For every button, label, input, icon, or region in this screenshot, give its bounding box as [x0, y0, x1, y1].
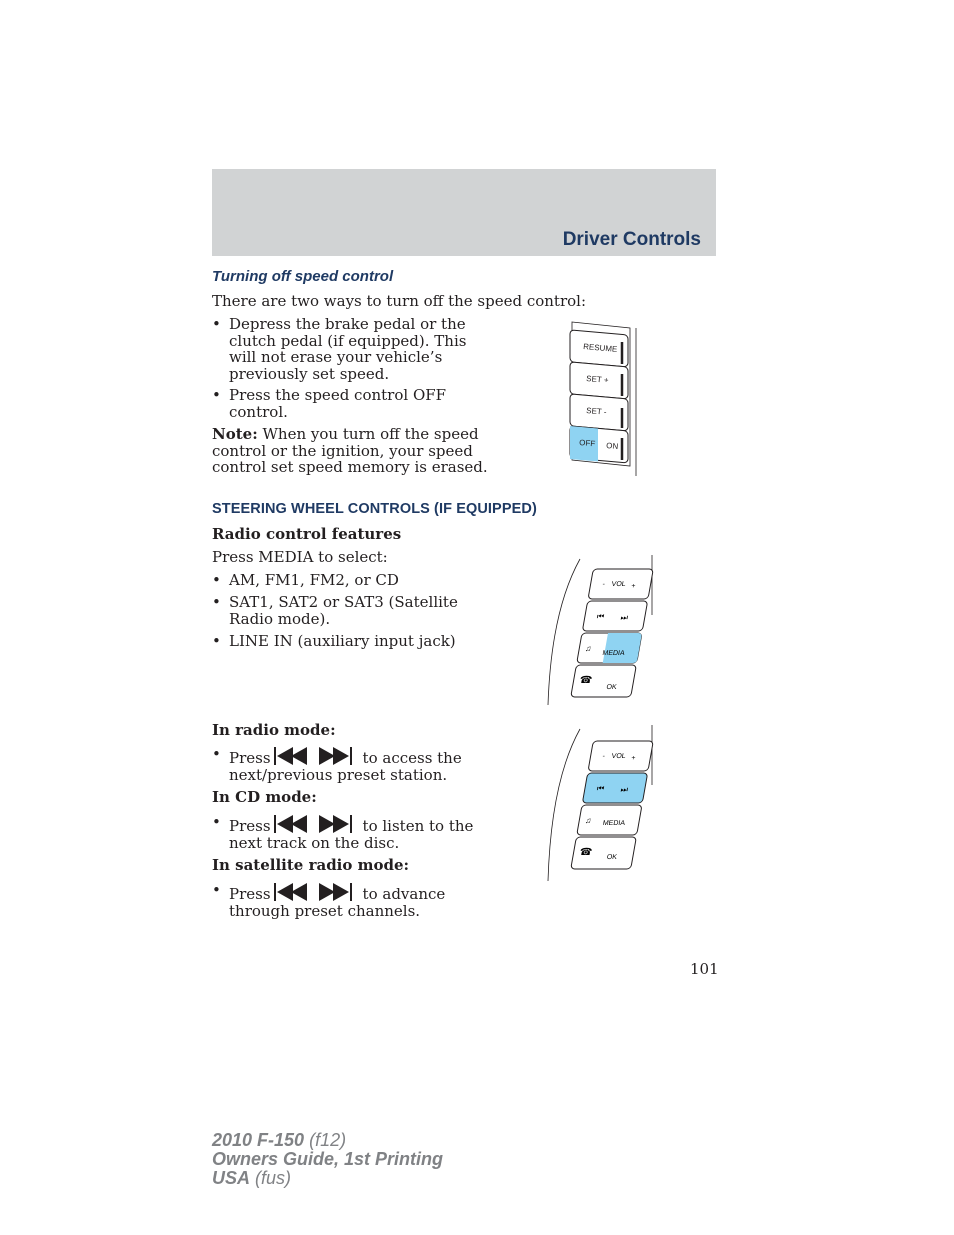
svg-text:-: -: [601, 753, 606, 760]
speed-control-intro: There are two ways to turn off the speed control:: [212, 292, 587, 310]
list-item: • Press to access the next/previous preset station.: [212, 745, 462, 784]
page-number: 101: [690, 960, 719, 978]
phone-icon: ☎: [578, 847, 594, 858]
svg-text:MEDIA: MEDIA: [601, 650, 626, 657]
svg-text:SET -: SET -: [585, 406, 607, 417]
seek-buttons-icon: [273, 814, 357, 834]
list-item: • Depress the brake pedal or the clutch pedal (if equipped). This will not erase your vehicle’s previously set speed.: [212, 315, 467, 383]
svg-text:OK: OK: [606, 854, 618, 861]
list-item: • AM, FM1, FM2, or CD: [212, 571, 399, 589]
seek-button: [582, 773, 647, 803]
svg-text:VOL: VOL: [610, 753, 627, 760]
list-item: • Press the speed control OFF control.: [212, 386, 447, 421]
steering-controls-figure-media: [540, 555, 660, 715]
svg-text:SET +: SET +: [585, 374, 609, 385]
list-item: • Press to listen to the next track on the disc.: [212, 813, 474, 852]
footer: 2010 F-150 (f12) Owners Guide, 1st Printing USA (fus): [212, 1130, 444, 1188]
section-title: Driver Controls: [562, 229, 701, 250]
svg-text:VOL: VOL: [610, 581, 627, 588]
svg-text:+: +: [630, 755, 636, 762]
list-item: • LINE IN (auxiliary input jack): [212, 632, 456, 650]
svg-text:RESUME: RESUME: [582, 342, 618, 354]
phone-icon: ☎: [578, 675, 594, 686]
set-minus-button: [570, 394, 628, 431]
seek-forward-icon: ⏭: [619, 613, 629, 622]
speed-control-heading: Turning off speed control: [212, 268, 394, 285]
radio-mode-heading: In radio mode:: [212, 721, 336, 739]
steering-controls-figure-seek: [540, 725, 660, 885]
seek-buttons-icon: [273, 746, 357, 766]
header-band: [212, 169, 716, 256]
steering-subheading: Radio control features: [212, 525, 402, 543]
voice-icon: ♫: [584, 816, 593, 825]
speed-control-note: Note: When you turn off the speed control or the ignition, your speed control set speed memory is erased.: [212, 425, 488, 476]
voice-icon: ♫: [584, 644, 593, 653]
svg-text:MEDIA: MEDIA: [602, 820, 626, 827]
svg-text:OK: OK: [605, 684, 618, 691]
list-item: • SAT1, SAT2 or SAT3 (Satellite Radio mode).: [212, 593, 458, 628]
off-on-switch: [570, 426, 628, 463]
seek-button: [582, 601, 647, 631]
cd-mode-heading: In CD mode:: [212, 788, 317, 806]
steering-heading: STEERING WHEEL CONTROLS (IF EQUIPPED): [212, 501, 537, 517]
svg-text:+: +: [630, 583, 636, 590]
svg-text:OFF: OFF: [578, 438, 596, 449]
seek-back-icon: ⏮: [596, 784, 605, 793]
seek-buttons-icon: [273, 882, 357, 902]
satellite-mode-heading: In satellite radio mode:: [212, 856, 410, 874]
set-plus-button: [570, 362, 628, 399]
svg-text:ON: ON: [605, 441, 619, 452]
steering-intro: Press MEDIA to select:: [212, 548, 388, 566]
seek-forward-icon: ⏭: [619, 785, 629, 794]
resume-button: [570, 330, 628, 367]
svg-text:-: -: [601, 581, 606, 588]
speed-control-figure: [560, 318, 642, 478]
seek-back-icon: ⏮: [596, 612, 605, 621]
list-item: • Press to advance through preset channels.: [212, 881, 446, 920]
